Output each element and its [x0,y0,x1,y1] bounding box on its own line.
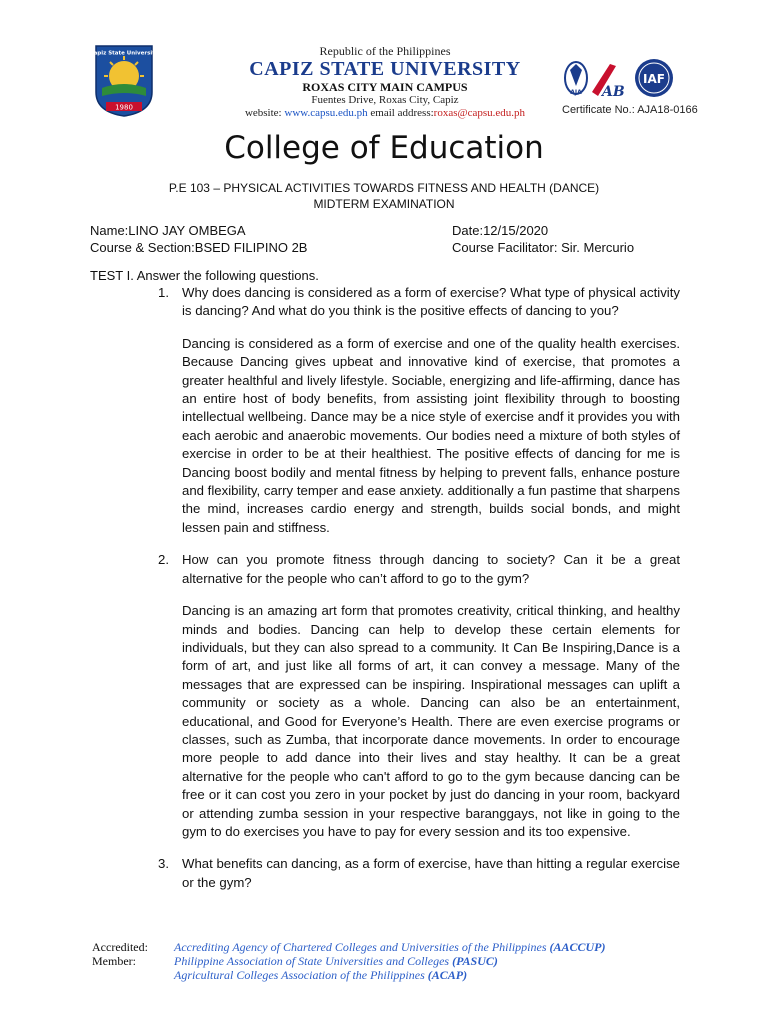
aaccup-line: Accrediting Agency of Chartered Colleges and Universities of the Philippines (AACCUP) [174,940,606,954]
member-label: Member: [92,954,136,968]
logo-year: 1980 [115,103,133,112]
answer-text: Dancing is considered as a form of exercise and one of the quality health exercises. Because Dancing gives upbeat and innovative kind of exercise, that promotes a greater healthful and lively lifestyle. Sociable, energizing and life-affirming, dance has an entire host of body benefits, from assisting joint flexibility through to boosting intellectual wellbeing. Dance may be a nice style of exercise andf it provides you with each aerobic and anaerobic movements. Our bodies need a mixture of both styles of exercise in order to be at their healthiest. The positive effects of dancing for me is Dancing boost bodily and mental fitness by helping to prevent falls, enhance posture and flexibility, carry temper and ease anxiety. additionally a fun pastime that sharpens the mind, increases cardio energy and strength, builds social bonds, and might lessen pain and stiffness. [182,335,680,535]
exam-type: MIDTERM EXAMINATION [313,197,455,211]
question-number: 2. [158,552,169,568]
acap-line: Agricultural Colleges Association of the Philippines (ACAP) [174,968,468,982]
course-title-line1: P.E 103 – PHYSICAL ACTIVITIES TOWARDS FITNESS AND HEALTH (DANCE) [168,181,600,195]
course-section: Course & Section:BSED FILIPINO 2B [90,240,308,255]
accreditation-footer [92,940,692,982]
question-list [158,284,680,892]
course-title [0,180,768,212]
exam-date: Date:12/15/2020 [452,223,549,238]
logo-text: Capiz State University [92,50,156,57]
question-number: 1. [158,285,169,300]
question-text: What benefits can dancing, as a form of exercise, have than hitting a regular exercise or the gym? [182,856,680,890]
aja-logo-text: AJA [570,89,582,96]
email-label: email address: [367,107,434,119]
student-name: Name:LINO JAY OMBEGA [90,223,246,238]
campus-address: Fuentes Drive, Roxas City, Capiz [311,94,459,106]
question-item [158,284,680,537]
republic-label: Republic of the Philippines [319,44,451,58]
campus-name: ROXAS CITY MAIN CAMPUS [302,80,468,94]
college-title: College of Education [224,130,544,166]
iaf-logo-icon [635,59,673,97]
svg-text:AB: AB [602,84,625,100]
iaf-logo-text: IAF [643,72,665,86]
ukas-tick-icon [592,64,625,100]
university-seal-logo [92,42,156,118]
university-name: CAPIZ STATE UNIVERSITY [249,58,521,80]
question-text: Why does dancing is considered as a form of exercise? What type of physical activity is dancing? And what do you think is the positive effects of dancing to you? [182,285,680,319]
answer-text: Dancing is an amazing art form that promotes creativity, critical thinking, and healthy minds and bodies. Dancing can help to develop these certain elements for individuals, but they can also spread to a community. It Can Be Inspiring,Dance is a form of art, and just like all forms of art, it can convey a message. Many of the messages that are expressed can be inspiring. Inspirational messages can uplift a community or society as a whole. Dancing can also be an entertainment, educational, and Good for Everyone’s Health. There are even exercise programs or classes, such as Zumba, that incorporate dance movements. In order to encourage more people to add dance into their lives and stay healthy. It can be a great alternative for the people who can't afford to go to the gym because dancing can be free or it can cost you zero in your pocket by just do dancing in your room, backyard or attending zumba session in your respective baranggays, not like in going to the gym to do exercises you have to pay for every session and its too expensive. [182,603,680,839]
pasuc-line: Philippine Association of State Universities and Colleges (PASUC) [174,954,498,968]
website-label: website: [244,107,285,119]
contact-line [200,107,570,120]
question-item [158,855,680,892]
letterhead [200,44,570,120]
accredited-label: Accredited: [92,940,148,954]
question-number: 3. [158,856,169,872]
aja-logo-icon [565,62,587,96]
email-link[interactable]: roxas@capsu.edu.ph [433,107,526,119]
certificate-number: Certificate No.: AJA18-0166 [562,104,698,116]
question-text: How can you promote fitness through dancing to society? Can it be a great alternative for the people who can’t afford to go to the gym? [182,552,680,586]
question-item [158,551,680,841]
course-facilitator: Course Facilitator: Sir. Mercurio [452,240,635,255]
website-link[interactable]: www.capsu.edu.ph [284,107,368,119]
test-heading: TEST I. Answer the following questions. [90,268,319,283]
